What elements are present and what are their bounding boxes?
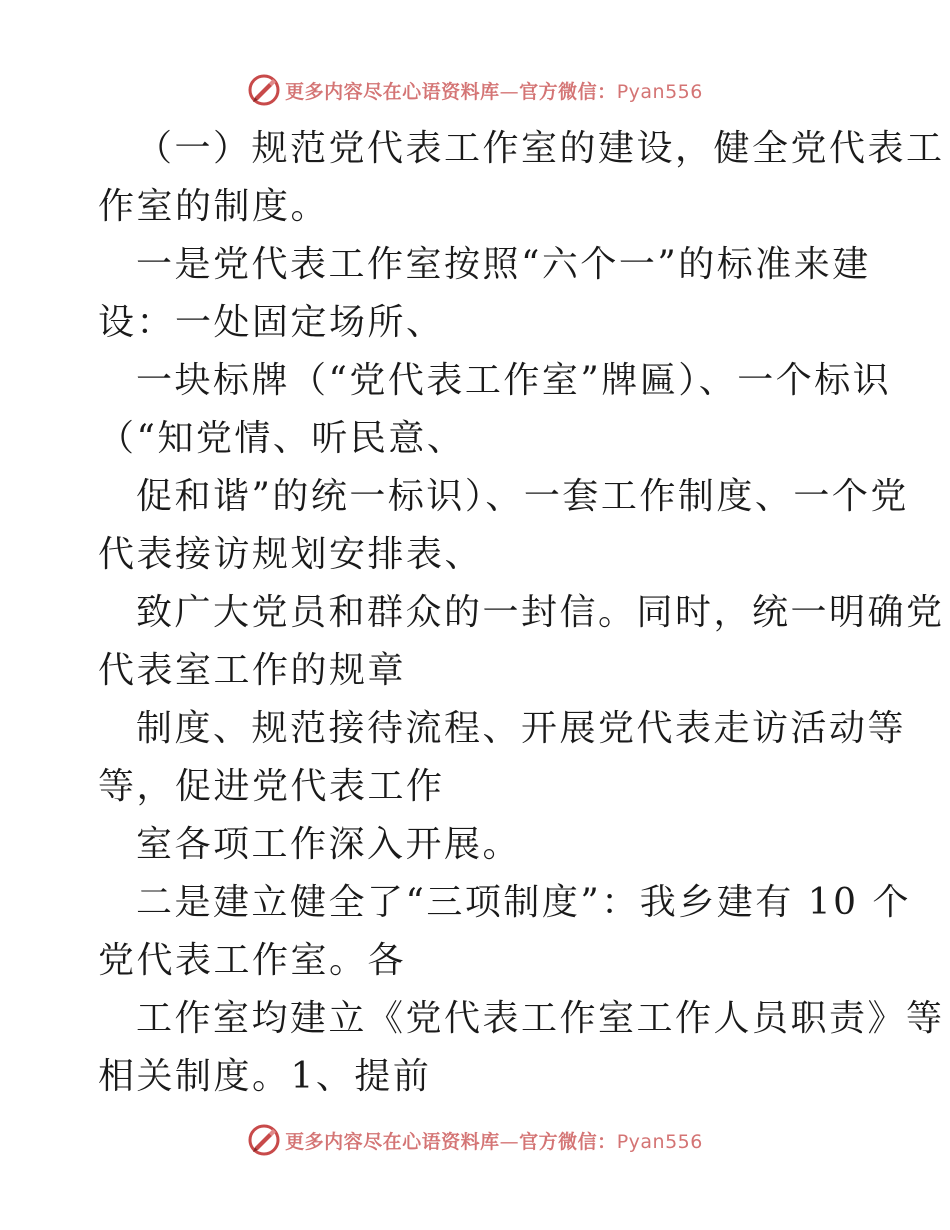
header-watermark	[0, 70, 950, 110]
footer-watermark	[0, 1120, 950, 1160]
brand-logo-icon	[247, 73, 281, 107]
watermark-text	[285, 77, 703, 104]
watermark-contact-label: 官方微信：	[519, 1130, 617, 1153]
body-line: （“知党情、听民意、	[98, 418, 466, 459]
body-line: 致广大党员和群众的一封信。同时，统一明确党	[136, 592, 945, 633]
watermark-dash: —	[499, 1130, 520, 1153]
body-line: 作室的制度。	[98, 186, 330, 227]
watermark-brand: 更多内容尽在心语资料库	[285, 80, 500, 103]
body-line: 设：一处固定场所、	[98, 302, 445, 343]
watermark-contact-label: 官方微信：	[519, 80, 617, 103]
body-line: 相关制度。1、提前	[98, 1056, 432, 1097]
body-line: 二是建立健全了“三项制度”：我乡建有 10 个	[136, 882, 912, 923]
watermark-contact-id: Pyan556	[616, 1130, 703, 1153]
watermark-contact-id: Pyan556	[616, 80, 703, 103]
body-line: 代表接访规划安排表、	[98, 534, 484, 575]
watermark-dash: —	[499, 80, 520, 103]
body-line: 等，促进党代表工作	[98, 766, 445, 807]
body-line: 一块标牌（“党代表工作室”牌匾）、一个标识	[136, 360, 892, 401]
watermark-brand: 更多内容尽在心语资料库	[285, 1130, 500, 1153]
body-line: （一）规范党代表工作室的建设，健全党代表工	[136, 128, 945, 169]
body-line: 代表室工作的规章	[98, 650, 407, 691]
watermark-text	[285, 1127, 703, 1154]
body-line: 制度、规范接待流程、开展党代表走访活动等	[136, 708, 907, 749]
body-line: 工作室均建立《党代表工作室工作人员职责》等	[136, 998, 945, 1039]
body-line: 促和谐”的统一标识）、一套工作制度、一个党	[136, 476, 909, 517]
brand-logo-icon	[247, 1123, 281, 1157]
body-line: 室各项工作深入开展。	[136, 824, 522, 865]
body-text	[98, 120, 945, 1106]
body-line: 党代表工作室。各	[98, 940, 407, 981]
body-line: 一是党代表工作室按照“六个一”的标准来建	[136, 244, 871, 285]
